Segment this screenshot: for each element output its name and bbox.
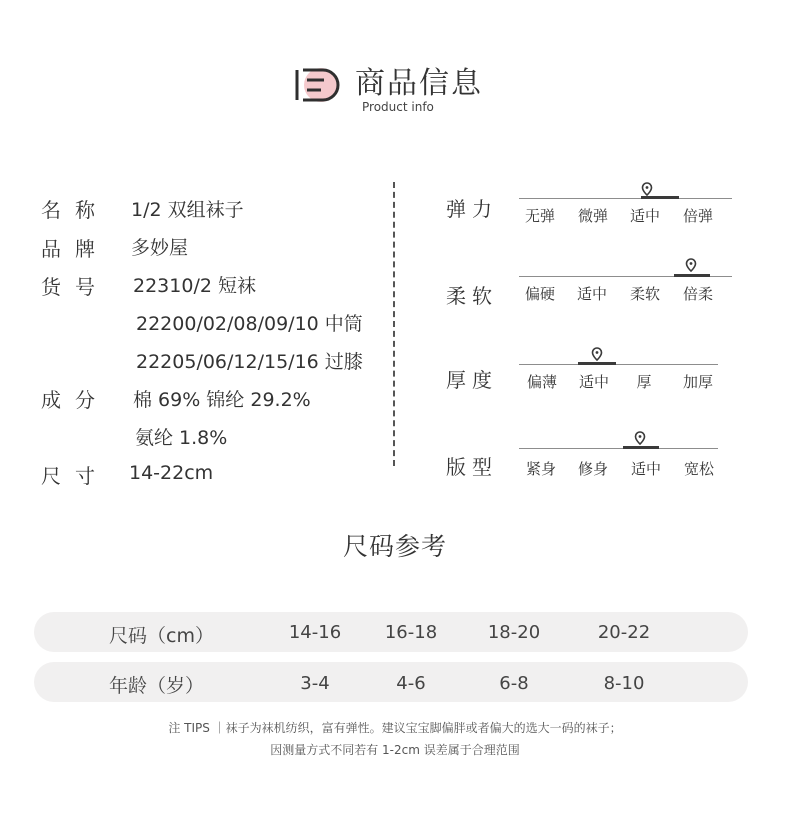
- rating-option: 紧身: [525, 460, 556, 478]
- page-title: 商品信息: [355, 66, 483, 101]
- brand-value: 多妙屋: [131, 237, 189, 259]
- tips-note: 因测量方式不同若有 1-2cm 误差属于合理范围: [270, 743, 520, 757]
- brand-label: 品牌: [41, 237, 109, 261]
- table-cell: 18-20: [487, 622, 541, 643]
- row-label: 尺码（cm）: [109, 625, 214, 647]
- table-cell: 20-22: [597, 622, 651, 643]
- composition-value: 棉 69% 锦纶 29.2%: [133, 389, 311, 411]
- selected-pin-icon: [641, 182, 653, 202]
- size-reference-title: 尺码参考: [342, 532, 447, 561]
- rating-line: [519, 364, 718, 365]
- rating-option: 适中: [576, 285, 607, 303]
- rating-line: [519, 448, 718, 449]
- sku-value: 22205/06/12/15/16 过膝: [136, 351, 363, 373]
- selected-marker: [641, 196, 679, 199]
- name-label: 名称: [41, 198, 109, 222]
- sku-label: 货号: [41, 275, 109, 299]
- rating-label-fit: 版型: [446, 455, 498, 479]
- rating-option: 适中: [578, 373, 609, 391]
- rating-option: 偏薄: [526, 373, 557, 391]
- composition-value: 氨纶 1.8%: [135, 427, 228, 449]
- selected-marker: [674, 274, 710, 277]
- name-value: 1/2 双组袜子: [131, 199, 244, 221]
- rating-option: 适中: [629, 207, 660, 225]
- rating-option: 厚: [636, 373, 652, 391]
- divider: [393, 182, 395, 466]
- row-label: 年龄（岁）: [109, 675, 205, 697]
- page-subtitle: Product info: [362, 100, 434, 114]
- size-value: 14-22cm: [129, 462, 214, 484]
- rating-option: 修身: [577, 460, 608, 478]
- rating-option: 微弹: [577, 207, 608, 225]
- table-cell: 6-8: [499, 673, 529, 694]
- rating-option: 柔软: [629, 285, 660, 303]
- table-cell: 3-4: [300, 673, 330, 694]
- rating-label-elasticity: 弹力: [446, 197, 498, 221]
- rating-option: 适中: [630, 460, 661, 478]
- sku-value: 22200/02/08/09/10 中筒: [136, 313, 363, 335]
- table-cell: 14-16: [288, 622, 342, 643]
- size-label: 尺寸: [41, 464, 109, 488]
- selected-marker: [578, 362, 616, 365]
- rating-option: 倍弹: [682, 207, 713, 225]
- rating-line: [519, 198, 732, 199]
- rating-option: 偏硬: [524, 285, 555, 303]
- rating-label-softness: 柔软: [446, 284, 498, 308]
- tips-note: 注 TIPS ｜袜子为袜机纺织，富有弹性。建议宝宝脚偏胖或者偏大的选大一码的袜子；: [168, 721, 622, 735]
- composition-label: 成分: [41, 388, 109, 412]
- rating-option: 宽松: [683, 460, 714, 478]
- sku-value: 22310/2 短袜: [133, 275, 256, 297]
- selected-marker: [623, 446, 659, 449]
- table-cell: 4-6: [396, 673, 426, 694]
- rating-option: 无弹: [524, 207, 555, 225]
- rating-option: 加厚: [682, 373, 713, 391]
- rating-option: 倍柔: [682, 285, 713, 303]
- rating-label-thickness: 厚度: [446, 368, 498, 392]
- table-cell: 8-10: [603, 673, 645, 694]
- table-cell: 16-18: [384, 622, 438, 643]
- product-info-icon: [291, 62, 347, 108]
